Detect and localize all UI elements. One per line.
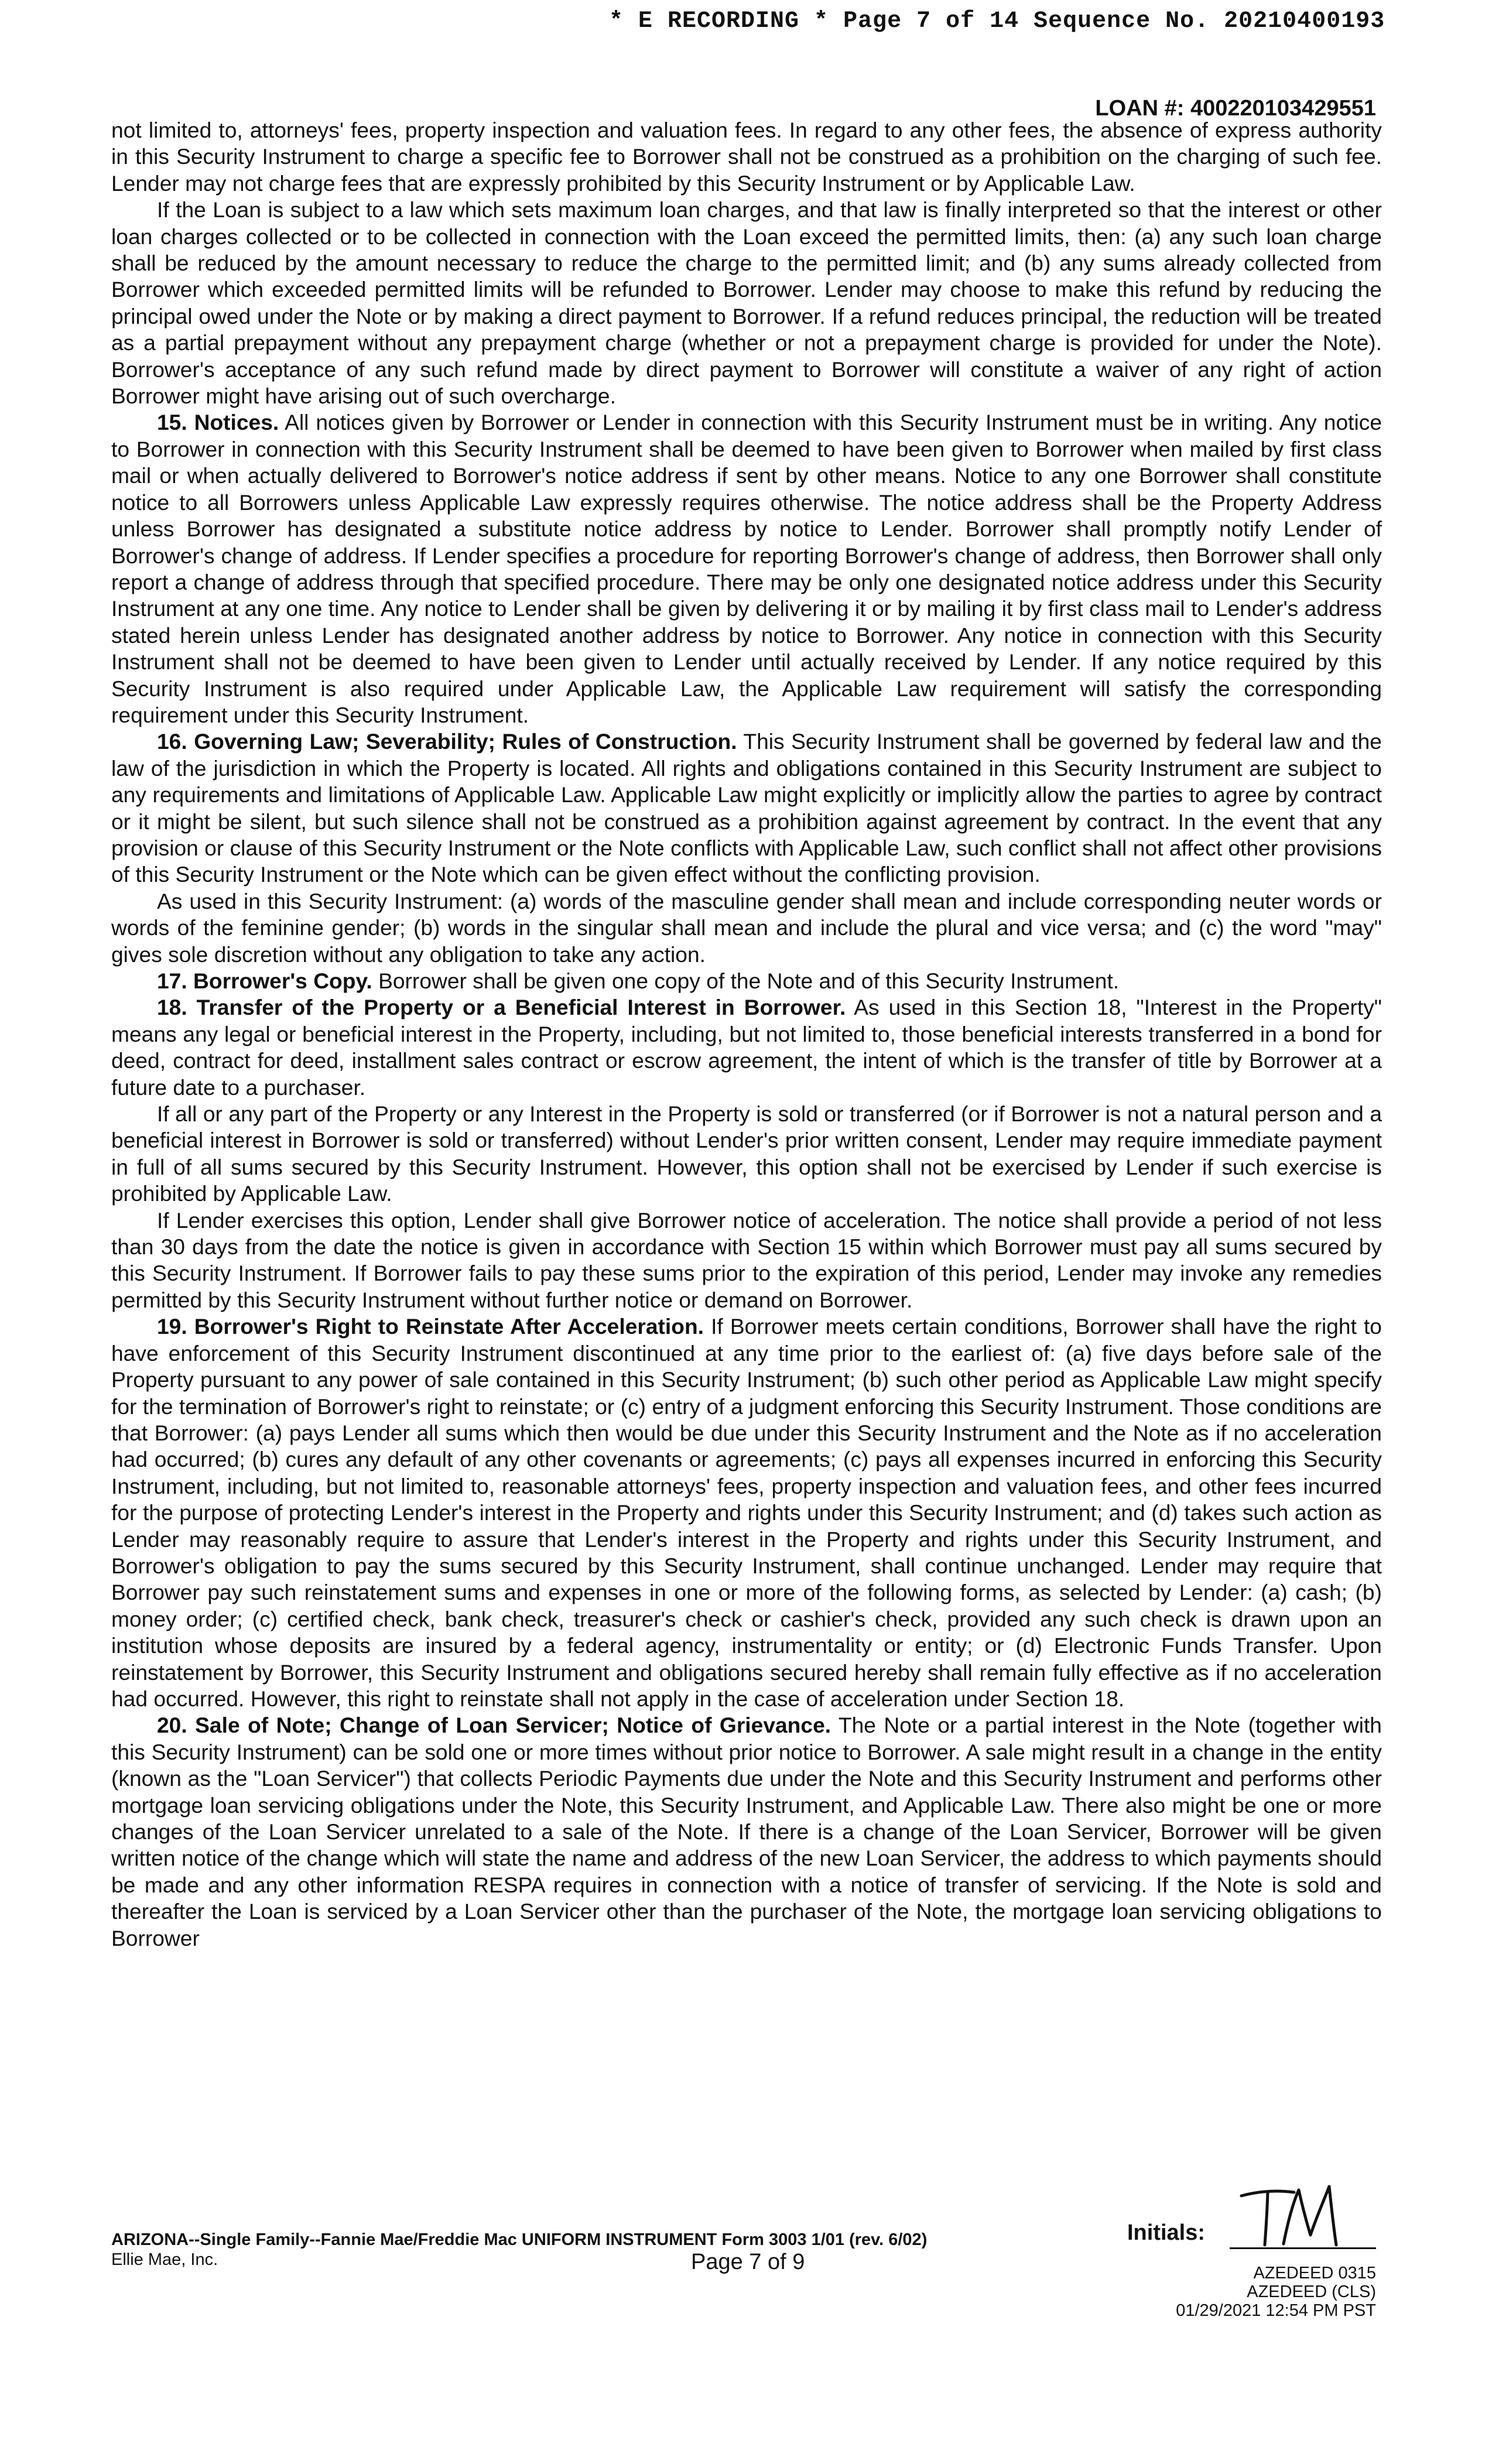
section-16-governing-law [111, 728, 1382, 888]
section-15-heading: 15. Notices. [157, 410, 279, 435]
section-18-acceleration-notice: If Lender exercises this option, Lender shall give Borrower notice of acceleration. The notice shall provide a period of not less than 30 days from the date the notice is given in accordance with Section 15 within which Borrower must pay all sums secured by this Security Instrument. If Borrower fails to pay these sums prior to the expiration of this period, Lender may invoke any remedies permitted by this Security Instrument without further notice or demand on Borrower. [111, 1207, 1382, 1312]
section-16-text: This Security Instrument shall be governed by federal law and the law of the jurisdiction in which the Property is located. All rights and obligations contained in this Security Instrument are subject to any requirements and limitations of Applicable Law. Applicable Law might explicitly or implicitly allow the parties to agree by contract or it might be silent, but such silence shall not be construed as a prohibition against agreement by contract. In the event that any provision or clause of this Security Instrument or the Note conflicts with Applicable Law, such conflict shall not affect other provisions of this Security Instrument or the Note which can be given effect without the conflicting provision. [111, 729, 1382, 887]
section-20-text: The Note or a partial interest in the Note (together with this Security Instrument) can be sold one or more times without prior notice to Borrower. A sale might result in a change in the entity (known as the "Loan Servicer") that collects Periodic Payments due under the Note and this Security Instrument and performs other mortgage loan servicing obligations under the Note, this Security Instrument, and Applicable Law. There also might be one or more changes of the Loan Servicer unrelated to a sale of the Note. If there is a change of the Loan Servicer, Borrower will be given written notice of the change which will state the name and address of the new Loan Servicer, the address to which payments should be made and any other information RESPA requires in connection with a notice of transfer of servicing. If the Note is sold and thereafter the Loan is serviced by a Loan Servicer other than the purchaser of the Note, the mortgage loan servicing obligations to Borrower [111, 1713, 1382, 1950]
loan-number: LOAN #: 400220103429551 [1095, 96, 1376, 121]
section-17-heading: 17. Borrower's Copy. [157, 969, 372, 993]
paragraph-fees-continued: not limited to, attorneys' fees, property inspection and valuation fees. In regard to any other fees, the absence of express authority in this Security Instrument to charge a specific fee to Borrower shall not be construed as a prohibition on the charging of such fee. Lender may not charge fees that are expressly prohibited by this Security Instrument or by Applicable Law. [111, 118, 1382, 196]
form-title: ARIZONA--Single Family--Fannie Mae/Freddie Mac UNIFORM INSTRUMENT Form 3003 1/01 (rev. 6/02) [111, 2230, 928, 2249]
section-16-definitions: As used in this Security Instrument: (a) words of the masculine gender shall mean and include corresponding neuter words or words of the feminine gender; (b) words in the singular shall mean and include the plural and vice versa; and (c) the word "may" gives sole discretion without any obligation to take any action. [111, 888, 1382, 967]
section-16-heading: 16. Governing Law; Severability; Rules of Construction. [157, 729, 737, 754]
section-17-text: Borrower shall be given one copy of the Note and of this Security Instrument. [372, 969, 1120, 993]
section-19-reinstate [111, 1313, 1382, 1712]
document-body [111, 117, 1382, 1952]
initials-label: Initials: [1127, 2220, 1206, 2245]
doc-code-2: AZEDEED (CLS) [1247, 2282, 1376, 2301]
section-19-heading: 19. Borrower's Right to Reinstate After Acceleration. [157, 1314, 704, 1339]
section-18-sale-clause: If all or any part of the Property or any Interest in the Property is sold or transferred (or if Borrower is not a natural person and a beneficial interest in Borrower is sold or transferred) without Lender's prior written consent, Lender may require immediate payment in full of all sums secured by this Security Instrument. However, this option shall not be exercised by Lender if such exercise is prohibited by Applicable Law. [111, 1101, 1382, 1206]
section-20-heading: 20. Sale of Note; Change of Loan Servicer; Notice of Grievance. [157, 1713, 831, 1738]
page-indicator: Page 7 of 9 [691, 2250, 805, 2274]
print-timestamp: 01/29/2021 12:54 PM PST [1176, 2301, 1376, 2320]
section-18-text: As used in this Section 18, "Interest in the Property" means any legal or beneficial interest in the Property, including, but not limited to, those beneficial interests transferred in a bond for deed, contract for deed, installment sales contract or escrow agreement, the intent of which is the transfer of title by Borrower at a future date to a purchaser. [111, 995, 1382, 1100]
publisher: Ellie Mae, Inc. [111, 2250, 218, 2269]
doc-code-1: AZEDEED 0315 [1253, 2264, 1376, 2282]
section-15-notices [111, 409, 1382, 728]
footer-doc-codes [1176, 2264, 1376, 2320]
paragraph-loan-charges: If the Loan is subject to a law which sets maximum loan charges, and that law is finally interpreted so that the interest or other loan charges collected or to be collected in connection with the Loan exceed the permitted limits, then: (a) any such loan charge shall be reduced by the amount necessary to reduce the charge to the permitted limit; and (b) any sums already collected from Borrower which exceeded permitted limits will be refunded to Borrower. Lender may choose to make this refund by reducing the principal owed under the Note or by making a direct payment to Borrower. If a refund reduces principal, the reduction will be treated as a partial prepayment without any prepayment charge (whether or not a prepayment charge is provided for under the Note). Borrower's acceptance of any such refund made by direct payment to Borrower will constitute a waiver of any right of action Borrower might have arising out of such overcharge. [111, 197, 1382, 409]
footer-form-info [111, 2230, 1107, 2270]
section-19-text: If Borrower meets certain conditions, Borrower shall have the right to have enforcement of this Security Instrument discontinued at any time prior to the earliest of: (a) five days before sale of the Property pursuant to any power of sale contained in this Security Instrument; (b) such other period as Applicable Law might specify for the termination of Borrower's right to reinstate; or (c) entry of a judgment enforcing this Security Instrument. Those conditions are that Borrower: (a) pays Lender all sums which then would be due under this Security Instrument and the Note as if no acceleration had occurred; (b) cures any default of any other covenants or agreements; (c) pays all expenses incurred in enforcing this Security Instrument, including, but not limited to, reasonable attorneys' fees, property inspection and valuation fees, and other fees incurred for the purpose of protecting Lender's interest in the Property and rights under this Security Instrument; and (d) takes such action as Lender may reasonably require to assure that Lender's interest in the Property and rights under this Security Instrument, and Borrower's obligation to pay the sums secured by this Security Instrument, shall continue unchanged. Lender may require that Borrower pay such reinstatement sums and expenses in one or more of the following forms, as selected by Lender: (a) cash; (b) money order; (c) certified check, bank check, treasurer's check or cashier's check, provided any such check is drawn upon an institution whose deposits are insured by a federal agency, instrumentality or entity; or (d) Electronic Funds Transfer. Upon reinstatement by Borrower, this Security Instrument and obligations secured hereby shall remain fully effective as if no acceleration had occurred. However, this right to reinstate shall not apply in the case of acceleration under Section 18. [111, 1314, 1382, 1711]
section-17-borrowers-copy [111, 968, 1382, 994]
section-20-sale-of-note [111, 1712, 1382, 1952]
section-18-heading: 18. Transfer of the Property or a Beneficial Interest in Borrower. [157, 995, 846, 1020]
section-18-transfer [111, 994, 1382, 1101]
initials-signature [1236, 2179, 1358, 2256]
recording-stamp: * E RECORDING * Page 7 of 14 Sequence No. 20210400193 [609, 8, 1385, 35]
section-15-text: All notices given by Borrower or Lender in connection with this Security Instrument must be in writing. Any notice to Borrower in connection with this Security Instrument shall be deemed to have been given to Borrower when mailed by first class mail or when actually delivered to Borrower's notice address if sent by other means. Notice to any one Borrower shall constitute notice to all Borrowers unless Applicable Law expressly requires otherwise. The notice address shall be the Property Address unless Borrower has designated a substitute notice address by notice to Lender. Borrower shall promptly notify Lender of Borrower's change of address. If Lender specifies a procedure for reporting Borrower's change of address, then Borrower shall only report a change of address through that specified procedure. There may be only one designated notice address under this Security Instrument at any one time. Any notice to Lender shall be given by delivering it or by mailing it by first class mail to Lender's address stated herein unless Lender has designated another address by notice to Borrower. Any notice in connection with this Security Instrument shall not be deemed to have been given to Lender until actually received by Lender. If any notice required by this Security Instrument is also required under Applicable Law, the Applicable Law requirement will satisfy the corresponding requirement under this Security Instrument. [111, 410, 1382, 727]
